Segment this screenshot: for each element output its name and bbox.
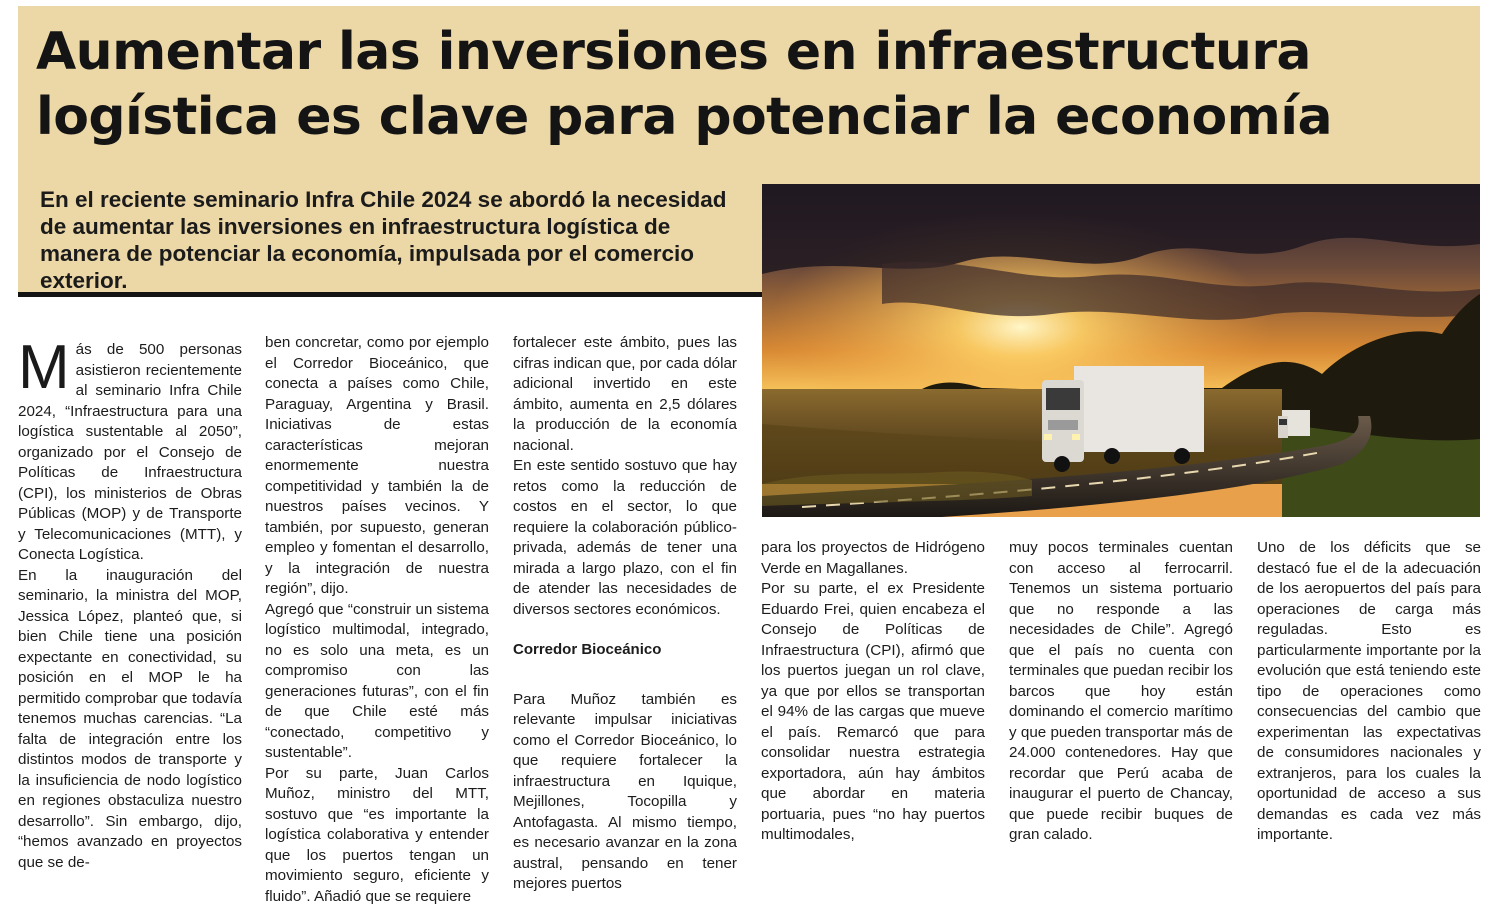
paragraph: ás de 500 personas asistieron recientemente al seminario Infra Chile 2024, “Infraestructura para una logística sustentable al 2050”, organizado por el Consejo de Políticas de Infraestructura (CPI), los ministerios de Obras Públicas (MOP) y de Transporte y Telecomunicaciones (MTT), y Conecta Logística.	[18, 340, 242, 566]
paragraph: En la inauguración del seminario, la ministra del MOP, Jessica López, planteó que, si bien Chile tiene una posición expectante en conectividad, su posición en el MOP le ha permitido comprobar que todavía tenemos muchas carencias. “La falta de integración entre los distintos modos de transporte y la insuficiencia de nodo logístico en regiones obstaculiza nuestro desarrollo”. Sin embargo, dijo, “hemos avanzado en proyectos que se de-	[18, 566, 242, 874]
truck-sunset-photo	[762, 184, 1480, 517]
paragraph: muy pocos terminales cuentan con acceso al ferrocarril. Tenemos un sistema portuario que no responde a las necesidades de Chile”. Agregó que el país no cuenta con terminales que puedan recibir los barcos que hoy están dominando el comercio marítimo y que pueden transportar más de 24.000 contenedores. Hay que recordar que Perú acaba de inaugurar el puerto de Chancay, que puede recibir buques de gran calado.	[1009, 538, 1233, 846]
paragraph: Agregó que “construir un sistema logístico multimodal, integrado, no es solo una meta, es un compromiso con las generaciones futuras”, con el fin de que Chile esté más “conectado, competitivo y sustentable”.	[265, 600, 489, 764]
paragraph: fortalecer este ámbito, pues las cifras indican que, por cada dólar adicional invertido en este ámbito, aumenta en 2,5 dólares la producción de la economía nacional.	[513, 333, 737, 456]
paragraph: Uno de los déficits que se destacó fue el de la adecuación de los aeropuertos del país para operaciones de carga más reguladas. Esto es particularmente importante por la evolución que está teniendo este tipo de operaciones como consecuencias del cambio que experimentan las expectativas de consumidores nacionales y extranjeros, para los cuales la oportunidad de acceso a sus demandas es cada vez más importante.	[1257, 538, 1481, 846]
paragraph: Por su parte, Juan Carlos Muñoz, ministro del MTT, sostuvo que “es importante la logística colaborativa y entender que los puertos tengan un movimiento seguro, eficiente y fluido”. Añadió que se requiere	[265, 764, 489, 907]
lead-paragraph: En el reciente seminario Infra Chile 2024 se abordó la necesidad de aumentar las inversiones en infraestructura logística de manera de potenciar la economía, impulsada por el comercio exterior.	[40, 186, 745, 294]
paragraph: ben concretar, como por ejemplo el Corredor Bioceánico, que conecta a países como Chile, Paraguay, Argentina y Brasil. Iniciativas de estas características mejoran enormemente nuestra competitividad y también la de nuestros países vecinos. Y también, por supuesto, generan empleo y fomentan el desarrollo, y la integración de nuestra región”, dijo.	[265, 333, 489, 600]
article-column-6	[1257, 538, 1481, 846]
paragraph: para los proyectos de Hidrógeno Verde en Magallanes.	[761, 538, 985, 579]
section-subhead: Corredor Bioceánico	[513, 640, 737, 661]
headline	[36, 20, 1456, 150]
headline-line-2: logística es clave para potenciar la economía	[36, 85, 1456, 150]
article-column-4	[761, 538, 985, 846]
paragraph: En este sentido sostuvo que hay retos como la reducción de costos en el sector, lo que requiere la colaboración público-privada, además de tener una mirada a largo plazo, con el fin de atender las necesidades de diversos sectores económicos.	[513, 456, 737, 620]
headline-line-1: Aumentar las inversiones en infraestructura	[36, 20, 1456, 85]
article-column-1	[18, 340, 242, 873]
drop-cap: M	[18, 342, 70, 394]
article-column-3	[513, 333, 737, 895]
article-column-5	[1009, 538, 1233, 846]
paragraph: Para Muñoz también es relevante impulsar iniciativas como el Corredor Bioceánico, lo que requiere fortalecer la infraestructura en Iquique, Mejillones, Tocopilla y Antofagasta. Al mismo tiempo, es necesario avanzar en la zona austral, pensando en tener mejores puertos	[513, 690, 737, 895]
paragraph: Por su parte, el ex Presidente Eduardo Frei, quien encabeza el Consejo de Políticas de Infraestructura (CPI), afirmó que los puertos juegan un rol clave, ya que por ellos se transportan el 94% de las cargas que mueve el país. Remarcó que para consolidar nuestra estrategia exportadora, aún hay ámbitos que abordar en materia portuaria, pues “no hay puertos multimodales,	[761, 579, 985, 846]
article-column-2	[265, 333, 489, 907]
